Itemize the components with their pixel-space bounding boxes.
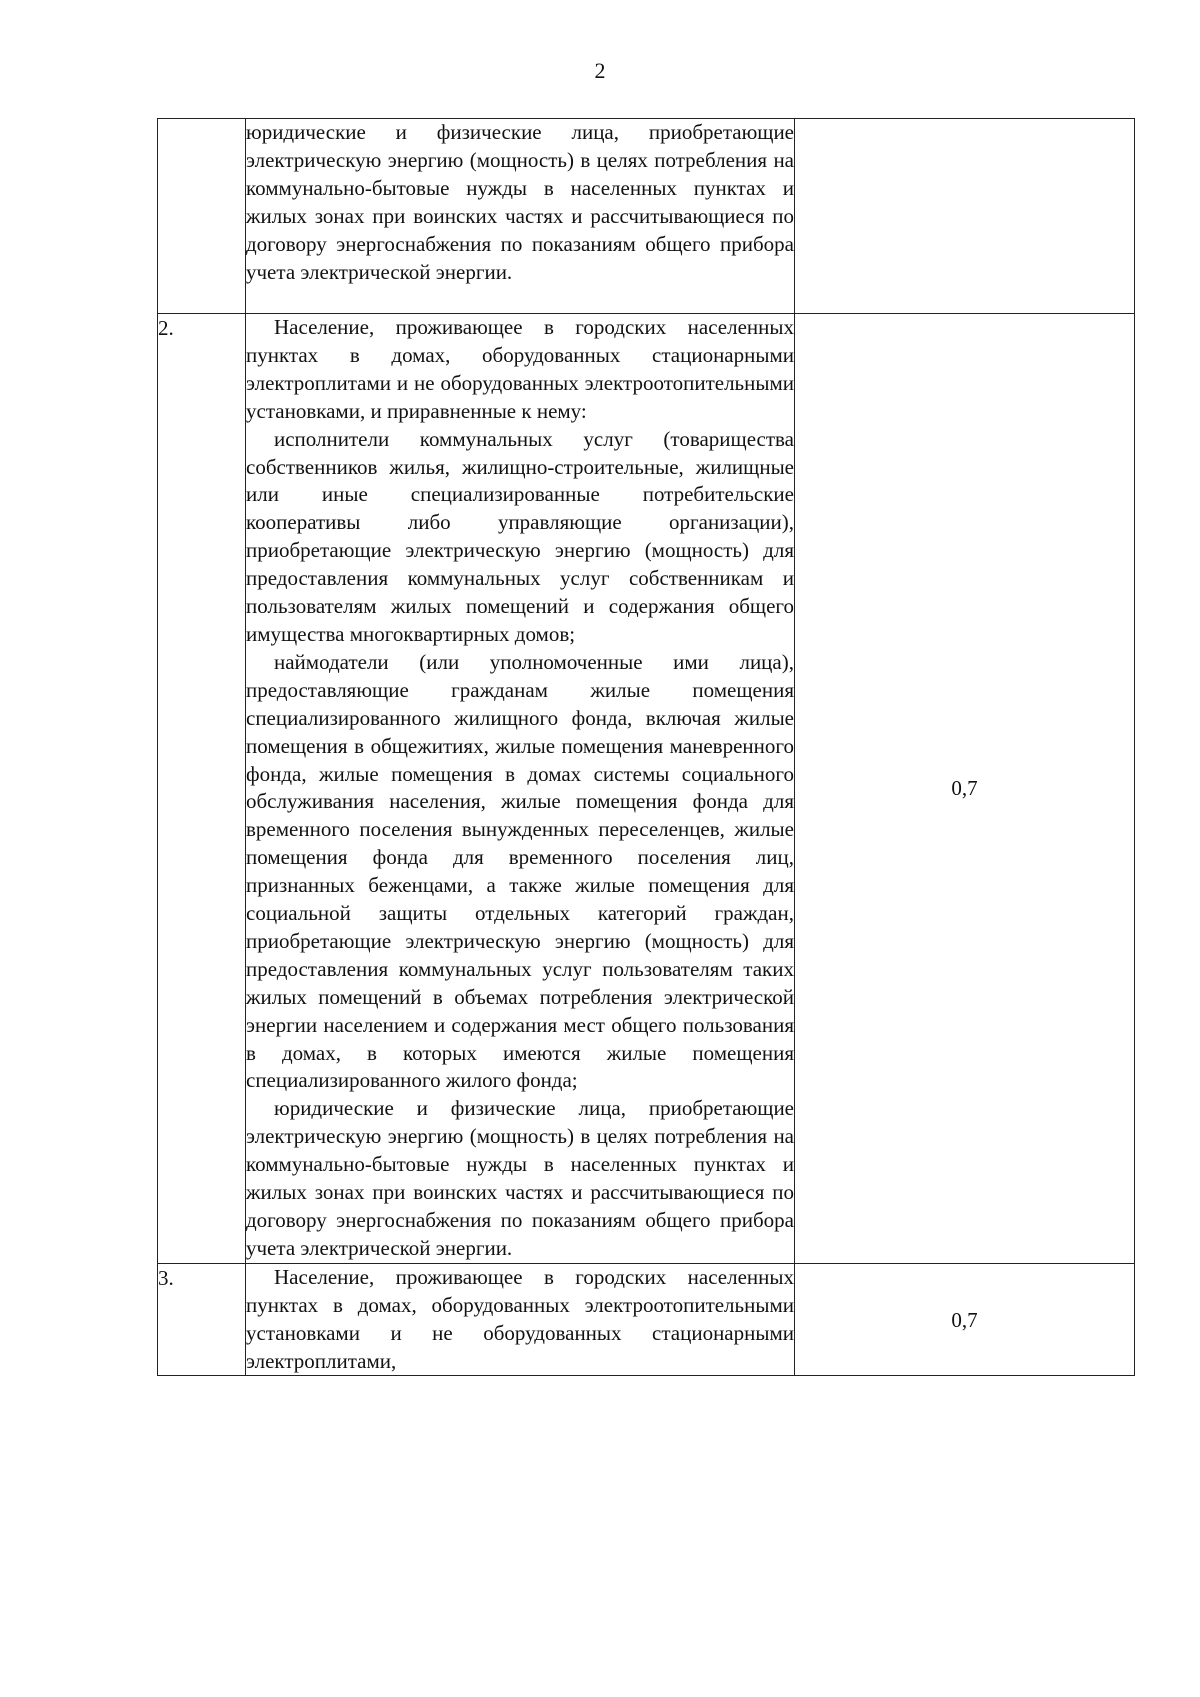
row-number-cell: 3.: [158, 1263, 246, 1376]
description-paragraph: наймодатели (или уполномоченные ими лица), предоставляющие гражданам жилые помещения специализированного жилищного фонда, включая жилые помещения в общежитиях, жилые помещения маневренного фонда, жилые помещения в домах системы социального обслуживания населения, жилые помещения фонда для временного поселения вынужденных переселенцев, жилые помещения фонда для временного поселения лиц, признанных беженцами, а также жилые помещения для социальной защиты отдельных категорий граждан, приобретающие электрическую энергию (мощность) для предоставления коммунальных услуг пользователям таких жилых помещений в объемах потребления электрической энергии населением и содержания мест общего пользования в домах, в которых имеются жилые помещения специализированного жилого фонда;: [246, 649, 794, 1093]
row-number-cell: [158, 119, 246, 314]
row-description-cell: [246, 119, 795, 314]
row-value-cell: 0,7: [795, 1263, 1135, 1376]
row-number-cell: 2.: [158, 314, 246, 1264]
table-row: [158, 119, 1135, 314]
description-paragraph: Население, проживающее в городских населенных пунктах в домах, оборудованных электроотопительными установками и не оборудованных стационарными электроплитами,: [246, 1264, 794, 1373]
row-description-cell: [246, 314, 795, 1264]
page-number: 2: [594, 58, 606, 83]
tariff-coefficients-table: [157, 118, 1135, 1376]
row-description-cell: [246, 1263, 795, 1376]
description-paragraph: исполнители коммунальных услуг (товарищества собственников жилья, жилищно-строительные, жилищные или иные специализированные потребительские кооперативы либо управляющие организации), приобретающие электрическую энергию (мощность) для предоставления коммунальных услуг собственникам и пользователям жилых помещений и содержания общего имущества многоквартирных домов;: [246, 426, 794, 646]
description-paragraph: юридические и физические лица, приобретающие электрическую энергию (мощность) в целях потребления на коммунально-бытовые нужды в населенных пунктах и жилых зонах при воинских частях и рассчитывающиеся по договору энергоснабжения по показаниям общего прибора учета электрической энергии.: [246, 1096, 794, 1260]
table-row: [158, 1263, 1135, 1376]
description-paragraph: юридические и физические лица, приобретающие электрическую энергию (мощность) в целях потребления на коммунально-бытовые нужды в населенных пунктах и жилых зонах при воинских частях и рассчитывающиеся по договору энергоснабжения по показаниям общего прибора учета электрической энергии.: [246, 120, 794, 284]
row-value-cell: 0,7: [795, 314, 1135, 1264]
description-paragraph: Население, проживающее в городских населенных пунктах в домах, оборудованных стационарными электроплитами и не оборудованных электроотопительными установками, и приравненные к нему:: [246, 315, 794, 423]
table-row: [158, 314, 1135, 1264]
row-value-cell: [795, 119, 1135, 314]
